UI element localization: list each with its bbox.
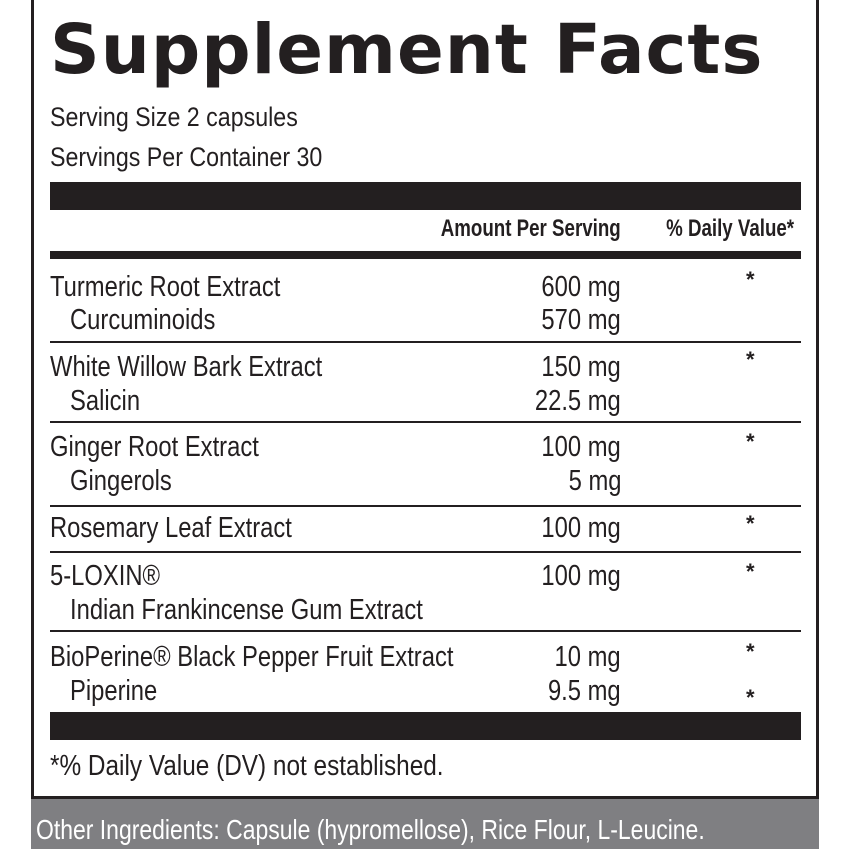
sub-ingredient-amount: 22.5 mg <box>535 385 621 417</box>
sub-ingredient-name: Piperine <box>70 675 158 707</box>
row-divider <box>50 630 801 632</box>
ingredient-name: Rosemary Leaf Extract <box>50 512 292 544</box>
ingredient-name: 5-LOXIN® <box>50 560 161 592</box>
ingredient-amount: 600 mg <box>541 271 621 303</box>
ingredient-amount: 100 mg <box>541 560 621 592</box>
sub-ingredient-name: Curcuminoids <box>70 304 216 336</box>
sub-ingredient-name: Gingerols <box>70 465 172 497</box>
ingredient-name: Turmeric Root Extract <box>50 271 281 303</box>
daily-value-asterisk: * <box>746 685 755 710</box>
footnote: *% Daily Value (DV) not established. <box>50 750 444 782</box>
daily-value-asterisk: * <box>746 559 755 584</box>
row-divider <box>50 551 801 553</box>
sub-ingredient-amount: 570 mg <box>541 304 621 336</box>
sub-ingredient-name: Salicin <box>70 385 141 417</box>
bottom-thick-bar <box>50 712 801 740</box>
row-divider <box>50 341 801 343</box>
row-divider <box>50 421 801 423</box>
daily-value-header: % Daily Value* <box>666 215 794 242</box>
row-divider <box>50 505 801 507</box>
header-divider-bar <box>50 251 801 259</box>
serving-size: Serving Size 2 capsules <box>50 102 298 132</box>
daily-value-asterisk: * <box>746 347 755 372</box>
other-ingredients: Other Ingredients: Capsule (hypromellose), Rice Flour, L-Leucine. <box>36 814 705 845</box>
daily-value-asterisk: * <box>746 511 755 536</box>
ingredient-amount: 100 mg <box>541 512 621 544</box>
ingredient-amount: 10 mg <box>554 641 621 673</box>
panel-title: Supplement Facts <box>50 10 764 90</box>
sub-ingredient-amount: 5 mg <box>568 465 621 497</box>
ingredient-amount: 100 mg <box>541 431 621 463</box>
servings-per-container: Servings Per Container 30 <box>50 142 323 172</box>
ingredient-name: White Willow Bark Extract <box>50 351 323 383</box>
ingredient-name: BioPerine® Black Pepper Fruit Extract <box>50 641 454 673</box>
daily-value-asterisk: * <box>746 429 755 454</box>
sub-ingredient-name: Indian Frankincense Gum Extract <box>70 594 423 626</box>
sub-ingredient-amount: 9.5 mg <box>548 675 621 707</box>
daily-value-asterisk: * <box>746 639 755 664</box>
ingredient-amount: 150 mg <box>541 351 621 383</box>
daily-value-asterisk: * <box>746 267 755 292</box>
amount-per-serving-header: Amount Per Serving <box>441 215 621 242</box>
ingredient-name: Ginger Root Extract <box>50 431 259 463</box>
top-thick-bar <box>50 182 801 210</box>
